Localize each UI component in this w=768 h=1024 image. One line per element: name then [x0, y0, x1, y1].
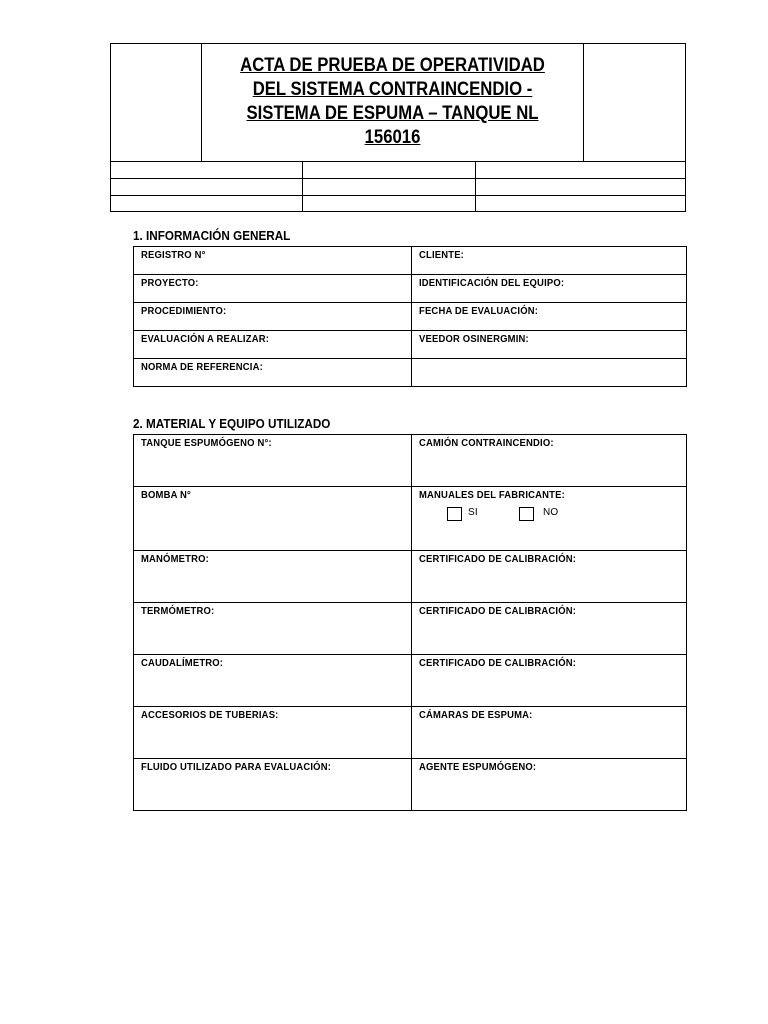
- table-row: [134, 359, 687, 387]
- table-row: [134, 303, 687, 331]
- section-2-title: 2. MATERIAL Y EQUIPO UTILIZADO: [133, 416, 331, 431]
- si-checkbox[interactable]: [447, 507, 462, 521]
- proyecto-field[interactable]: PROYECTO:: [134, 275, 412, 303]
- table-row: [134, 247, 687, 275]
- bomba-field[interactable]: BOMBA N°: [134, 487, 412, 551]
- table-row: [134, 331, 687, 359]
- evaluacion-realizar-field[interactable]: EVALUACIÓN A REALIZAR:: [134, 331, 412, 359]
- registro-field[interactable]: REGISTRO N°: [134, 247, 412, 275]
- certificado-termometro-field[interactable]: CERTIFICADO DE CALIBRACIÓN:: [412, 603, 687, 655]
- fecha-evaluacion-field[interactable]: FECHA DE EVALUACIÓN:: [412, 303, 687, 331]
- fluido-field[interactable]: FLUIDO UTILIZADO PARA EVALUACIÓN:: [134, 759, 412, 811]
- logo-cell: [110, 43, 202, 161]
- norma-referencia-field[interactable]: NORMA DE REFERENCIA:: [134, 359, 412, 387]
- header-divider: [110, 161, 686, 162]
- document-title-cell: [202, 43, 584, 161]
- certificado-manometro-field[interactable]: CERTIFICADO DE CALIBRACIÓN:: [412, 551, 687, 603]
- header-divider: [110, 178, 686, 179]
- camion-field[interactable]: CAMIÓN CONTRAINCENDIO:: [412, 435, 687, 487]
- header-divider: [475, 161, 476, 212]
- si-label: SI: [468, 507, 478, 518]
- header-divider: [302, 161, 303, 212]
- no-checkbox[interactable]: [519, 507, 534, 521]
- equipment-table: [133, 434, 687, 811]
- header-divider: [110, 195, 686, 196]
- agente-espumogeno-field[interactable]: AGENTE ESPUMÓGENO:: [412, 759, 687, 811]
- termometro-field[interactable]: TERMÓMETRO:: [134, 603, 412, 655]
- general-info-table: [133, 246, 687, 387]
- table-row: [134, 275, 687, 303]
- manuales-options: [419, 507, 679, 521]
- manuales-field: MANUALES DEL FABRICANTE: SI NO: [412, 487, 687, 551]
- table-row: [134, 551, 687, 603]
- table-row: [134, 435, 687, 487]
- table-row: [134, 759, 687, 811]
- tanque-espumogeno-field[interactable]: TANQUE ESPUMÓGENO N°:: [134, 435, 412, 487]
- veedor-field[interactable]: VEEDOR OSINERGMIN:: [412, 331, 687, 359]
- procedimiento-field[interactable]: PROCEDIMIENTO:: [134, 303, 412, 331]
- empty-cell: [412, 359, 687, 387]
- manometro-field[interactable]: MANÓMETRO:: [134, 551, 412, 603]
- section-1-title: 1. INFORMACIÓN GENERAL: [133, 228, 291, 243]
- identificacion-equipo-field[interactable]: IDENTIFICACIÓN DEL EQUIPO:: [412, 275, 687, 303]
- table-row: [134, 487, 687, 551]
- no-label: NO: [542, 507, 559, 518]
- caudalimetro-field[interactable]: CAUDALÍMETRO:: [134, 655, 412, 707]
- table-row: [134, 707, 687, 759]
- accesorios-field[interactable]: ACCESORIOS DE TUBERIAS:: [134, 707, 412, 759]
- camaras-espuma-field[interactable]: CÁMARAS DE ESPUMA:: [412, 707, 687, 759]
- table-row: [134, 655, 687, 707]
- document-title: ACTA DE PRUEBA DE OPERATIVIDAD DEL SISTEMA CONTRAINCENDIO - SISTEMA DE ESPUMA – TANQUE NL 156016: [240, 55, 545, 148]
- certificado-caudalimetro-field[interactable]: CERTIFICADO DE CALIBRACIÓN:: [412, 655, 687, 707]
- table-row: [134, 603, 687, 655]
- cliente-field[interactable]: CLIENTE:: [412, 247, 687, 275]
